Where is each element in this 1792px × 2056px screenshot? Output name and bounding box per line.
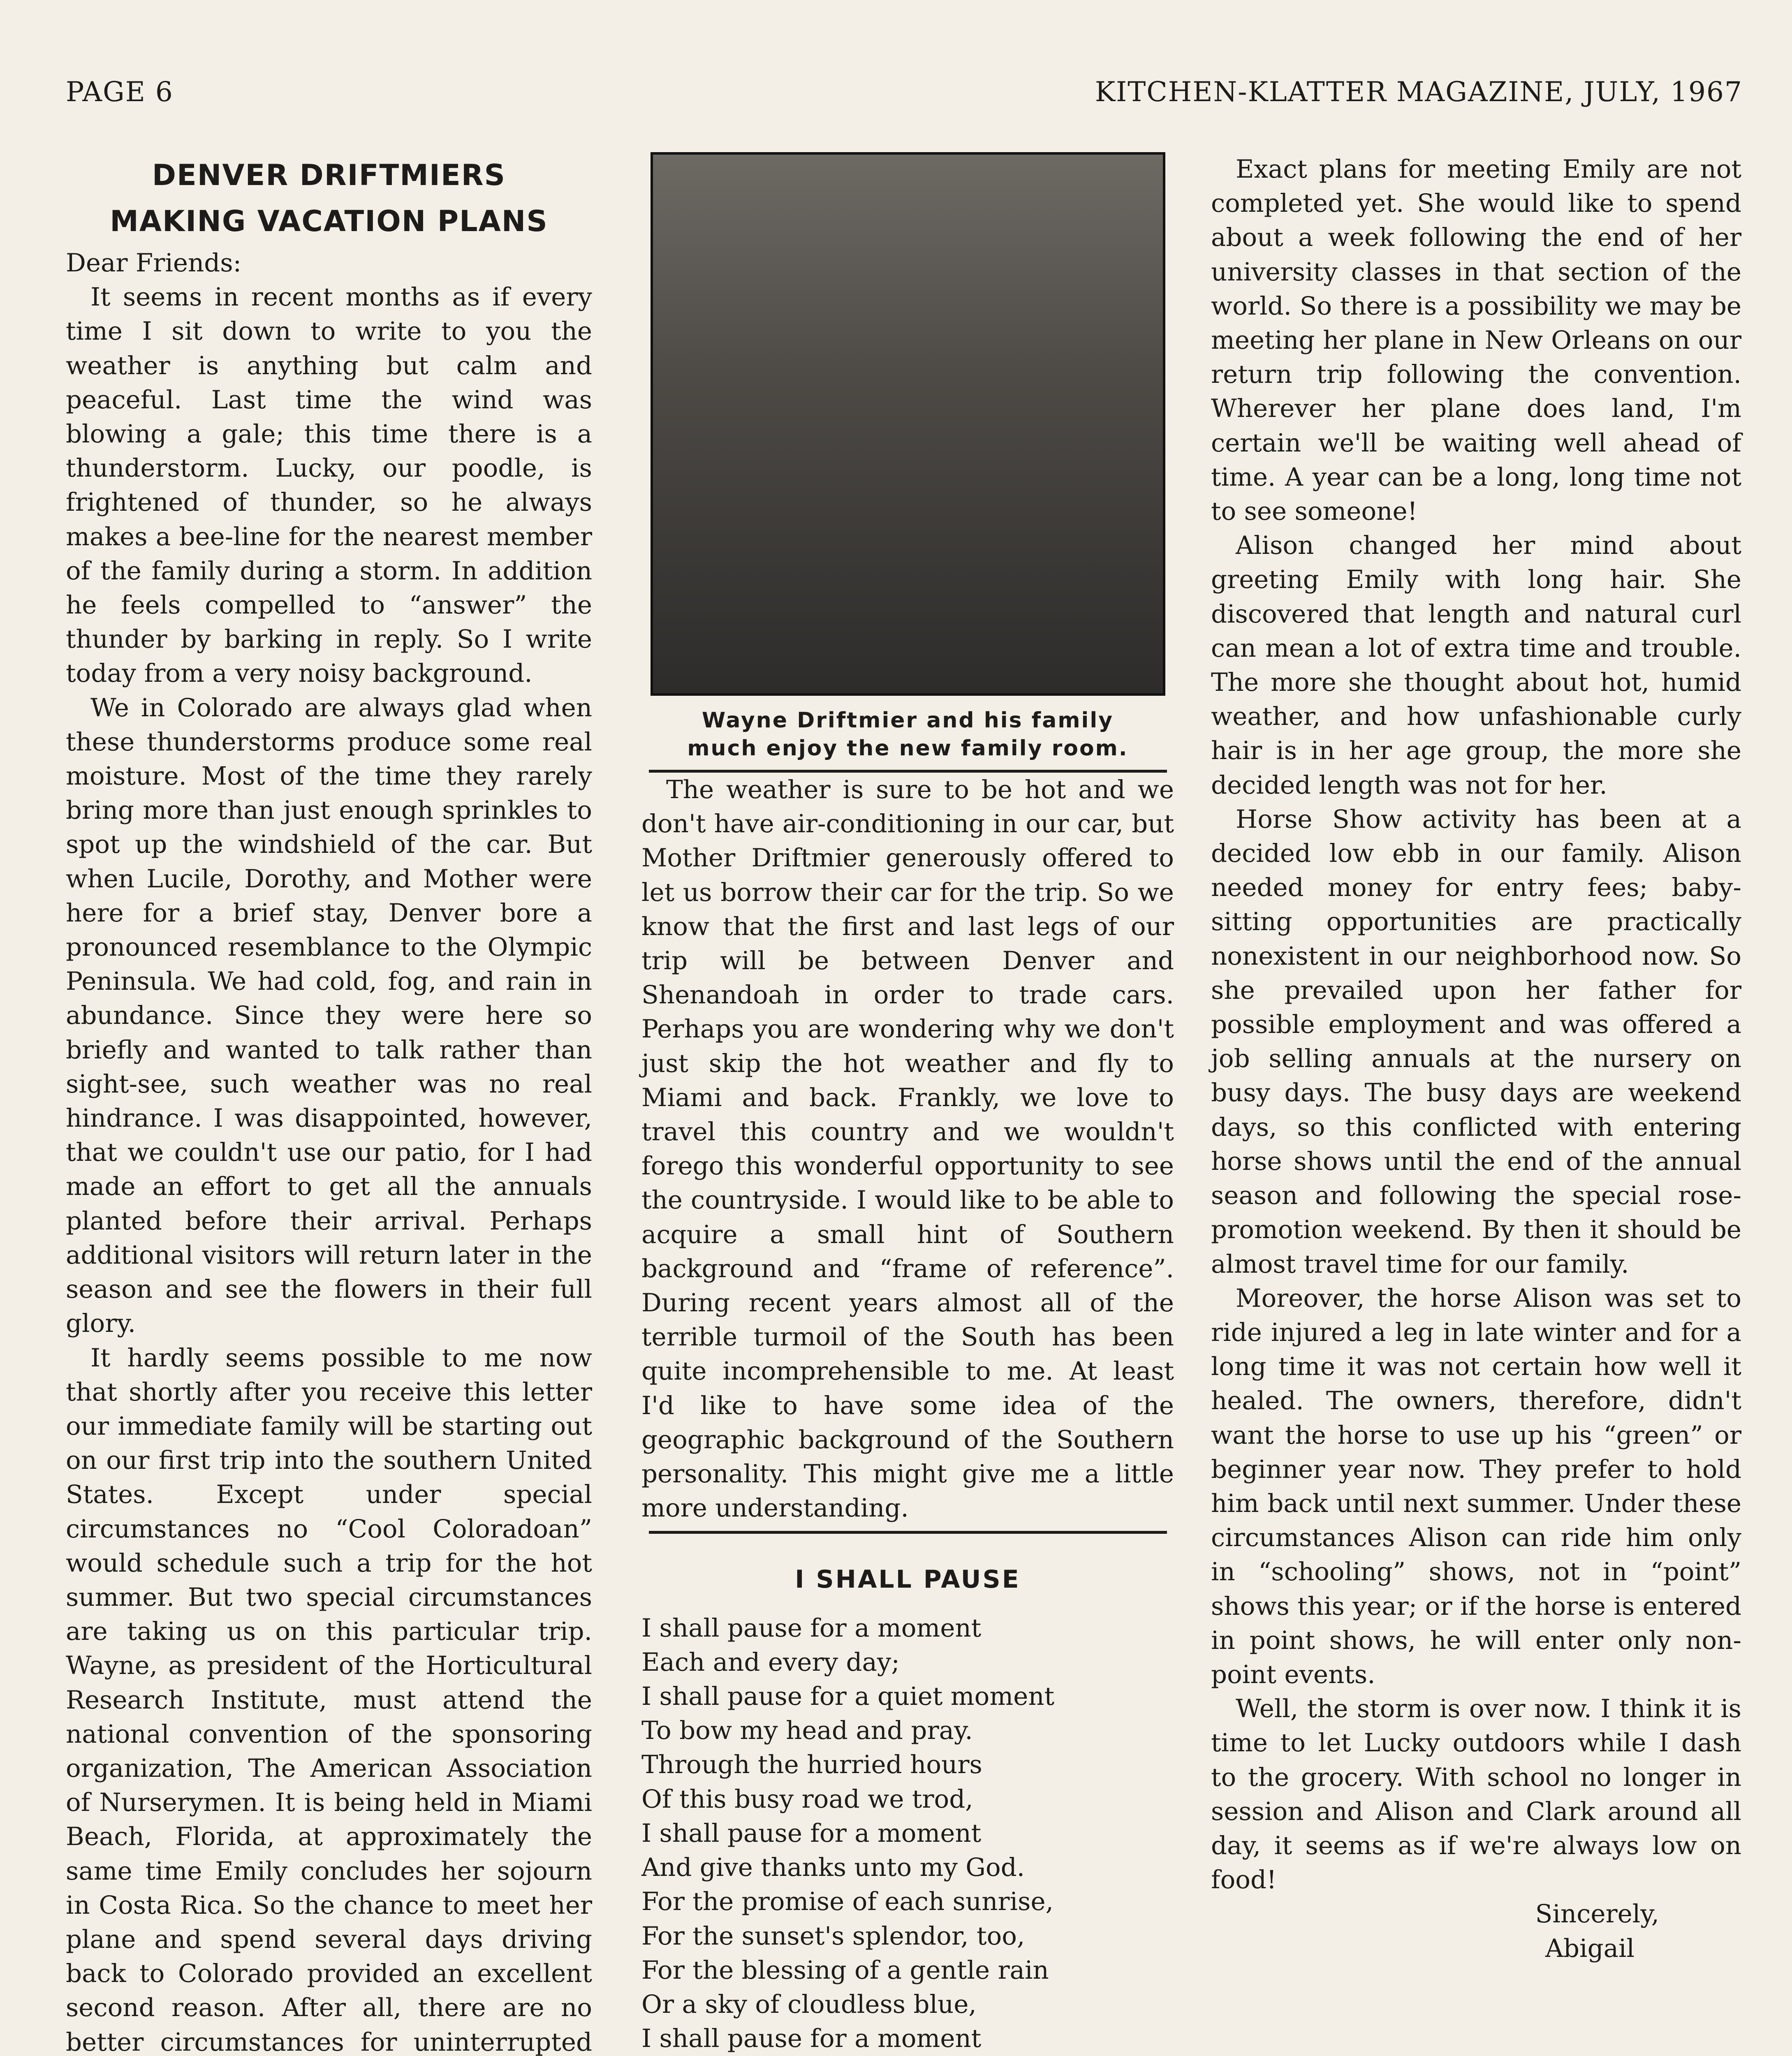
column-2 (641, 152, 1174, 2056)
article-paragraph: Exact plans for meeting Emily are not completed yet. She would like to spend about a week following the end of her university classes in that section of the world. So there is a possibility we may be meeting her plane in New Orleans on our return trip following the convention. Wherever her plane does land, I'm certain we'll be waiting well ahead of time. A year can be a long, long time not to see someone! (1211, 155, 1741, 526)
poem-line: Of this busy road we trod, (641, 1784, 973, 1814)
photo-block (649, 152, 1167, 773)
poem-line: I shall pause for a moment (641, 1818, 982, 1848)
family-room-photo (651, 152, 1165, 696)
article-paragraph: Alison changed her mind about greeting Emily with long hair. She discovered that length and natural curl can mean a lot of extra time and trouble. The more she thought about hot, humid weather, and how unfashionable curly hair is in her age group, the more she decided length was not for her. (1211, 531, 1741, 800)
poem-line: Or a sky of cloudless blue, (641, 1989, 977, 2019)
photo-caption-line-2: much enjoy the new family room. (687, 736, 1128, 761)
poem-line: I shall pause for a moment (641, 2024, 982, 2054)
divider (649, 1531, 1167, 1534)
poem-line: For the promise of each sunrise, (641, 1887, 1053, 1917)
photo-caption (649, 706, 1167, 762)
article-paragraph: We in Colorado are always glad when these thunderstorms produce some real moisture. Most of the time they rarely bring more than just enough sprinkles to spot up the windshield of the car. But when Lucile, Dorothy, and Mother were here for a brief stay, Denver bore a pronounced resemblance to the Olympic Peninsula. We had cold, fog, and rain in abundance. Since they were here so briefly and wanted to talk rather than sight-see, such weather was no real hindrance. I was disappointed, however, that we couldn't use our patio, for I had made an effort to get all the annuals planted before their arrival. Perhaps additional visitors will return later in the season and see the flowers in their full glory. (66, 693, 592, 1338)
article-paragraph: It seems in recent months as if every time I sit down to write to you the weather is anything but calm and peaceful. Last time the wind was blowing a gale; this time there is a thunderstorm. Lucky, our poodle, is frightened of thunder, so he always makes a bee-line for the nearest member of the family during a storm. In addition he feels compelled to “answer” the thunder by barking in reply. So I write today from a very noisy background. (66, 282, 592, 688)
page-header (66, 76, 1743, 108)
divider (649, 770, 1167, 773)
poem-title: I SHALL PAUSE (795, 1565, 1021, 1594)
closing: Sincerely, (1535, 1899, 1659, 1929)
signature: Abigail (1545, 1933, 1635, 1963)
poem-line: For the blessing of a gentle rain (641, 1955, 1049, 1985)
poem-line: For the sunset's splendor, too, (641, 1921, 1025, 1951)
photo-caption-line-1: Wayne Driftmier and his family (702, 708, 1114, 733)
poem-line: To bow my head and pray. (641, 1716, 973, 1746)
article-title-line-1: DENVER DRIFTMIERS (152, 158, 506, 192)
poem-line: I shall pause for a quiet moment (641, 1682, 1055, 1711)
poem-line: Through the hurried hours (641, 1750, 982, 1780)
poem-line: And give thanks unto my God. (641, 1853, 1025, 1882)
article-title-line-2: MAKING VACATION PLANS (110, 204, 548, 238)
magazine-title: KITCHEN-KLATTER MAGAZINE, JULY, 1967 (1095, 76, 1743, 108)
poem-line: I shall pause for a moment (641, 1613, 982, 1643)
article-paragraph: It hardly seems possible to me now that shortly after you receive this letter our immediate family will be starting out on our first trip into the southern United States. Except under special circumstances no “Cool Coloradoan” would schedule such a trip for the hot summer. But two special circumstances are taking us on this particular trip. Wayne, as president of the Horticultural Research Institute, must attend the national convention of the sponsoring organization, The American Association of Nurserymen. It is being held in Miami Beach, Florida, at approximately the same time Emily concludes her sojourn in Costa Rica. So the chance to meet her plane and spend several days driving back to Colorado provided an excellent second reason. After all, there are no better circumstances for uninterrupted (66, 1343, 592, 2056)
article-paragraph: Well, the storm is over now. I think it is time to let Lucky outdoors while I dash to the grocery. With school no longer in session and Alison and Clark around all day, it seems as if we're always low on food! (1211, 1694, 1741, 1895)
article-paragraph: Horse Show activity has been at a decided low ebb in our family. Alison needed money for entry fees; baby-sitting opportunities are practically nonexistent in our neighborhood now. So she prevailed upon her father for possible employment and was offered a job selling annuals at the nursery on busy days. The busy days are weekend days, so this conflicted with entering horse shows until the end of the annual season and following the special rose-promotion weekend. By then it should be almost travel time for our family. (1211, 804, 1741, 1279)
article-paragraph: Moreover, the horse Alison was set to ride injured a leg in late winter and for a long time it was not certain how well it healed. The owners, therefore, didn't want the horse to use up his “green” or beginner year now. They prefer to hold him back until next summer. Under these circumstances Alison can ride him only in “schooling” shows, not in “point” shows this year; or if the horse is entered in point shows, he will enter only non-point events. (1211, 1283, 1741, 1689)
article-paragraph: The weather is sure to be hot and we don't have air-conditioning in our car, but Mother Driftmier generously offered to let us borrow their car for the trip. So we know that the first and last legs of our trip will be between Denver and Shenandoah in order to trade cars. Perhaps you are wondering why we don't just skip the hot weather and fly to Miami and back. Frankly, we love to travel this country and we wouldn't forego this wonderful opportunity to see the countryside. I would like to be able to acquire a small hint of Southern background and “frame of reference”. During recent years almost all of the terrible turmoil of the South has been quite incomprehensible to me. At least I'd like to have some idea of the geographic background of the Southern personality. This might give me a little more understanding. (641, 775, 1174, 1523)
salutation: Dear Friends: (66, 248, 242, 278)
column-3 (1211, 152, 1741, 1966)
poem (641, 1563, 1174, 2056)
page-number: PAGE 6 (66, 76, 174, 108)
column-1 (66, 152, 592, 2056)
poem-line: Each and every day; (641, 1647, 900, 1677)
article-title (66, 152, 592, 244)
